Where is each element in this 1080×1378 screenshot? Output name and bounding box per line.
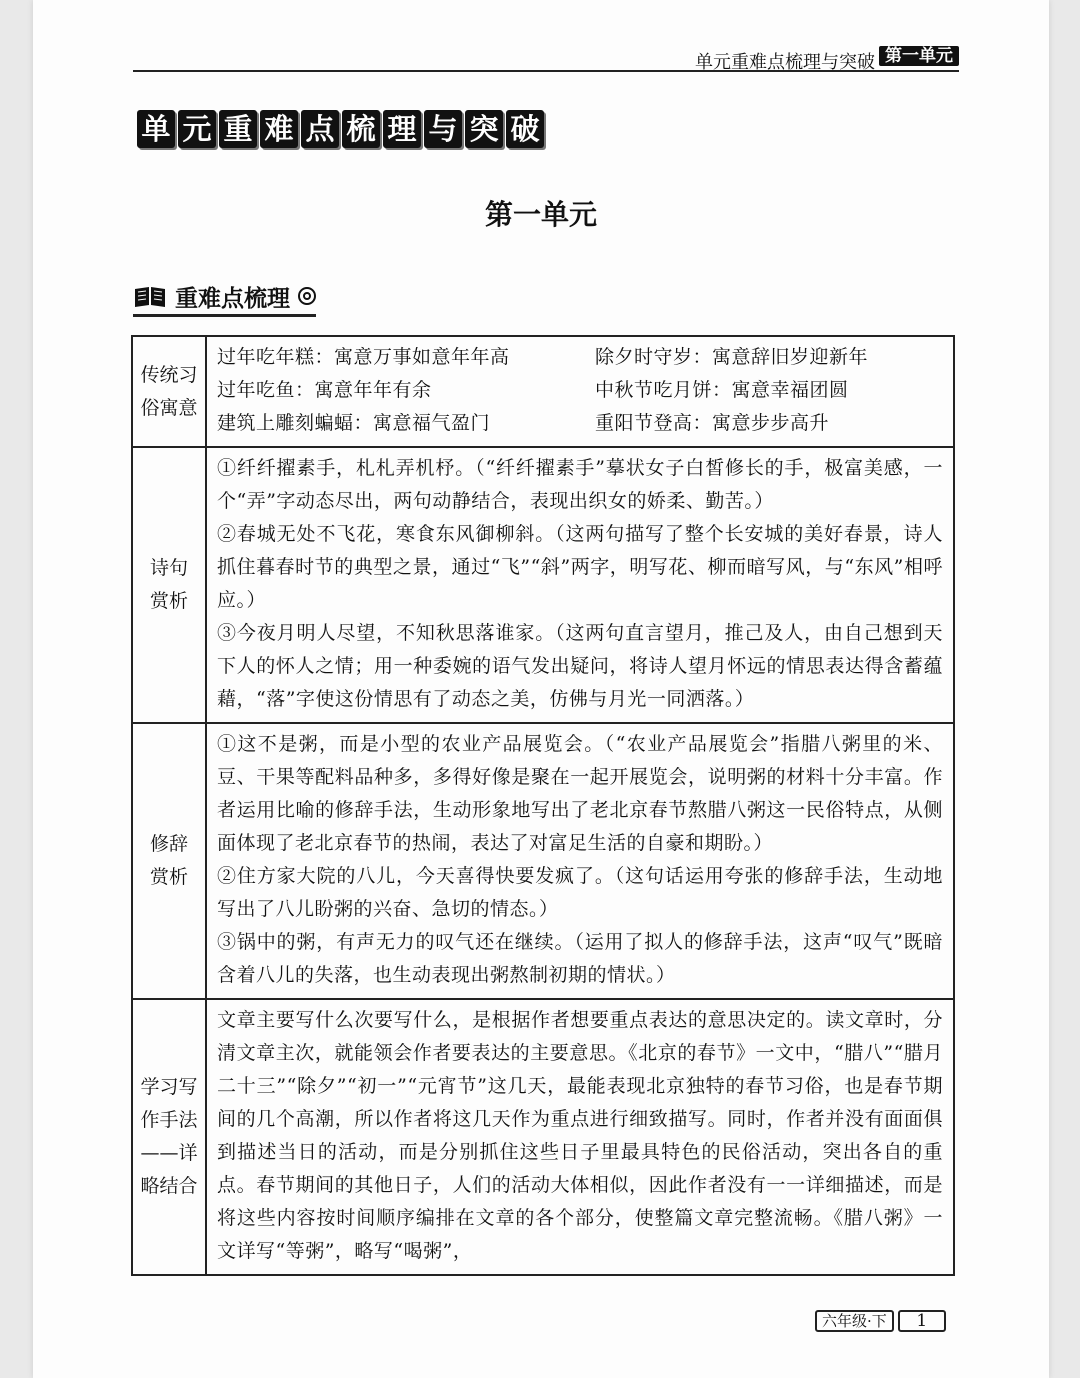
running-header-unit-badge: 第一单元	[879, 46, 959, 66]
paragraph: ③锅中的粥，有声无力的叹气还在继续。（运用了拟人的修辞手法，这声“叹气”既暗含着八儿的失落，也生动表现出粥熬制初期的情状。）	[217, 931, 943, 986]
category-line: 作手法	[140, 1109, 198, 1131]
row-category	[132, 723, 206, 999]
category-line: 诗句	[149, 557, 188, 579]
category-line: 俗寓意	[140, 396, 198, 419]
page-title	[137, 110, 544, 148]
title-char: 突	[465, 110, 503, 148]
custom-item: 建筑上雕刻蝙蝠：寓意福气盈门	[217, 412, 491, 434]
title-char: 梳	[342, 110, 380, 148]
custom-item: 重阳节登高：寓意步步高升	[595, 412, 830, 434]
table-row	[132, 723, 954, 999]
target-icon	[298, 287, 316, 305]
custom-item: 过年吃年糕：寓意万事如意年年高	[217, 346, 510, 368]
unit-title: 第一单元	[484, 198, 597, 231]
category-line: 赏析	[149, 866, 188, 888]
category-line: 学习写	[140, 1076, 198, 1098]
custom-item: 过年吃鱼：寓意年年有余	[217, 379, 432, 401]
section-label: 重难点梳理	[175, 285, 290, 312]
paragraph: ②住方家大院的八儿，今天喜得快要发疯了。（这句话运用夸张的修辞手法，生动地写出了八儿盼粥的兴奋、急切的情态。）	[217, 865, 943, 920]
table-row	[132, 447, 954, 723]
row-category	[132, 447, 206, 723]
row-category	[132, 336, 206, 447]
title-char: 元	[178, 110, 216, 148]
notes-table	[131, 335, 955, 1276]
paragraph: 文章主要写什么次要写什么，是根据作者想要重点表达的意思决定的。读文章时，分清文章主次，就能领会作者要表达的主要意思。《北京的春节》一文中，“腊八”“腊月二十三”“除夕”“初一”“元宵节”这几天，最能表现北京独特的春节习俗，也是春节期间的几个高潮，所以作者将这几天作为重点进行细致描写。同时，作者并没有面面俱到描述当日的活动，而是分别抓住这些日子里最具特色的民俗活动，突出各自的重点。春节期间的其他日子，人们的活动大体相似，因此作者没有一一详细描述，而是将这些内容按时间顺序编排在文章的各个部分，使整篇文章完整流畅。《腊八粥》一文详写“等粥”，略写“喝粥”，	[217, 1009, 943, 1262]
book-icon	[133, 283, 167, 309]
title-char: 理	[383, 110, 421, 148]
custom-item: 中秋节吃月饼：寓意幸福团圆	[595, 379, 849, 401]
title-char: 点	[301, 110, 339, 148]
row-content	[206, 336, 954, 447]
category-line: 略结合	[140, 1175, 198, 1197]
page-number: 1	[898, 1310, 946, 1332]
category-line: 修辞	[149, 833, 188, 855]
paragraph: ②春城无处不飞花，寒食东风御柳斜。（这两句描写了整个长安城的美好春景，诗人抓住暮春时节的典型之景，通过“飞”“斜”两字，明写花、柳而暗写风，与“东风”相呼应。）	[217, 523, 943, 611]
row-content	[206, 447, 954, 723]
row-content	[206, 723, 954, 999]
category-line: 赏析	[149, 590, 188, 612]
title-char: 与	[424, 110, 462, 148]
running-header-title: 单元重难点梳理与突破	[695, 52, 875, 73]
paragraph: ①这不是粥，而是小型的农业产品展览会。（“农业产品展览会”指腊八粥里的米、豆、干果等配料品种多，多得好像是聚在一起开展览会，说明粥的材料十分丰富。作者运用比喻的修辞手法，生动形象地写出了老北京春节熬腊八粥这一民俗特点，从侧面体现了老北京春节的热闹，表达了对富足生活的自豪和期盼。）	[217, 733, 943, 854]
row-content	[206, 999, 954, 1275]
custom-item: 除夕时守岁：寓意辞旧岁迎新年	[595, 346, 869, 368]
grade-label: 六年级·下	[815, 1310, 894, 1332]
category-line: 传统习	[140, 363, 198, 386]
title-char: 难	[260, 110, 298, 148]
title-char: 重	[219, 110, 257, 148]
running-header	[133, 46, 959, 72]
table-row	[132, 336, 954, 447]
page-footer	[815, 1310, 946, 1332]
document-page	[33, 0, 1049, 1378]
table-row	[132, 999, 954, 1275]
paragraph: ③今夜月明人尽望，不知秋思落谁家。（这两句直言望月，推己及人，由自己想到天下人的怀人之情；用一种委婉的语气发出疑问，将诗人望月怀远的情思表达得含蓄蕴藉，“落”字使这份情思有了动态之美，仿佛与月光一同洒落。）	[217, 622, 943, 710]
row-category	[132, 999, 206, 1275]
title-char: 破	[506, 110, 544, 148]
category-line: ——详	[140, 1142, 198, 1164]
paragraph: ①纤纤擢素手，札札弄机杼。（“纤纤擢素手”摹状女子白皙修长的手，极富美感，一个“弄”字动态尽出，两句动静结合，表现出织女的娇柔、勤苦。）	[217, 457, 943, 512]
title-char: 单	[137, 110, 175, 148]
section-heading	[133, 280, 316, 317]
